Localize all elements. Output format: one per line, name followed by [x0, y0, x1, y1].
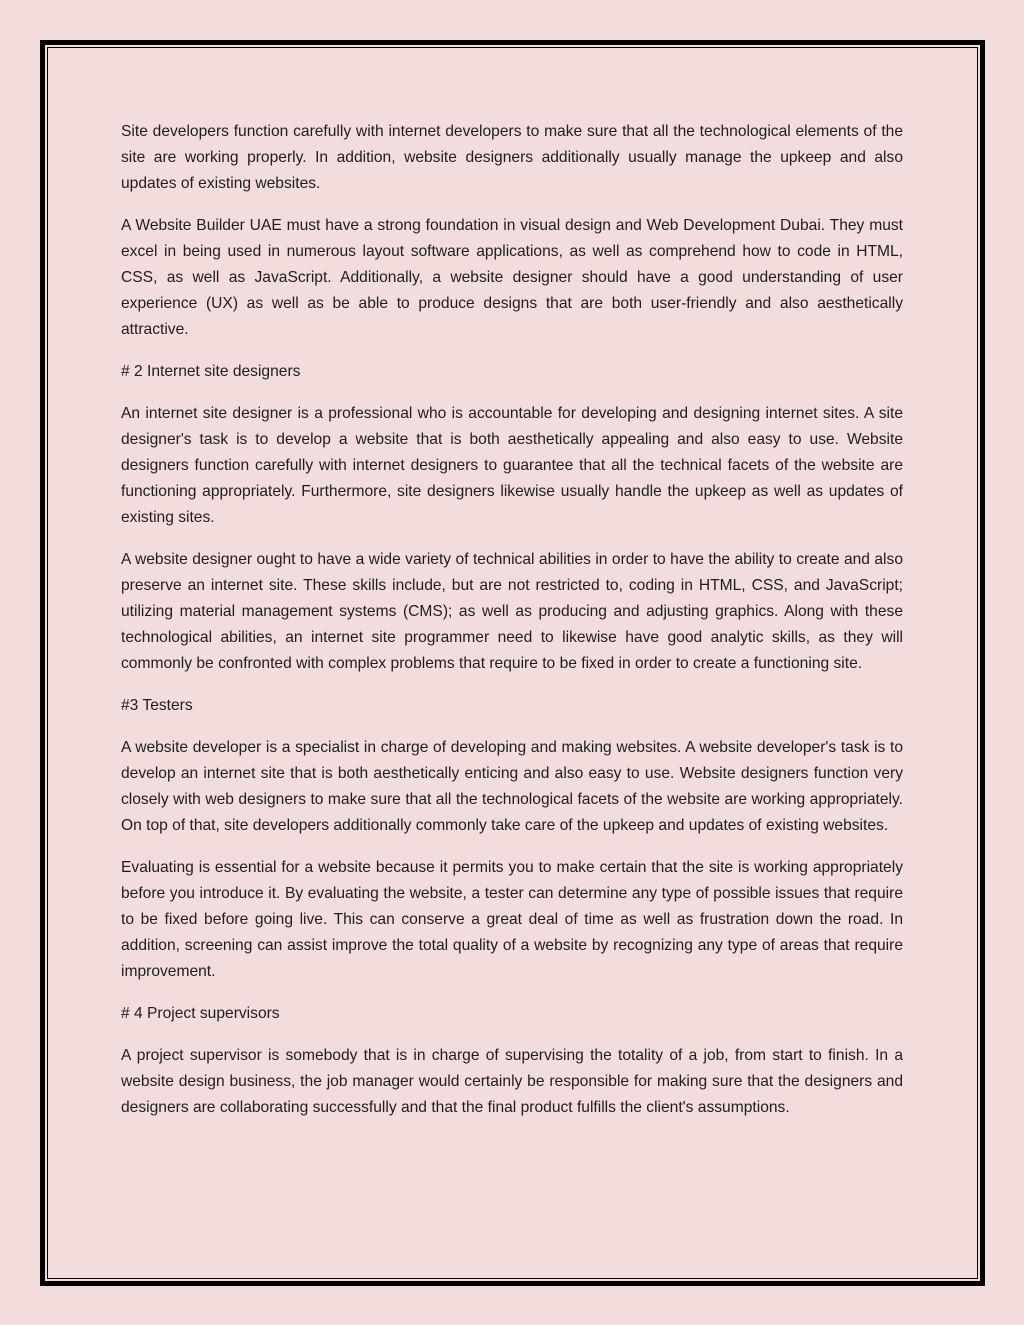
- paragraph-website-builder-uae: A Website Builder UAE must have a strong foundation in visual design and Web Development Dubai. They must excel in being used in numerous layout software applications, as well as comprehend how to code in HTML, CSS, as well as JavaScript. Additionally, a website designer should have a good understanding of user experience (UX) as well as be able to produce designs that are both user-friendly and also aesthetically attractive.: [121, 217, 903, 338]
- section-heading-testers: #3 Testers: [121, 697, 193, 714]
- paragraph-technical-abilities: A website designer ought to have a wide variety of technical abilities in order to have the ability to create and also preserve an internet site. These skills include, but are not restricted to, coding in HTML, CSS, and JavaScript; utilizing material management systems (CMS); as well as producing and adjusting graphics. Along with these technological abilities, an internet site programmer need to likewise have good analytic skills, as they will commonly be confronted with complex problems that require to be fixed in order to create a functioning site.: [121, 551, 903, 672]
- paragraph-evaluating: Evaluating is essential for a website because it permits you to make certain that the site is working appropriately before you introduce it. By evaluating the website, a tester can determine any type of possible issues that require to be fixed before going live. This can conserve a great deal of time as well as frustration down the road. In addition, screening can assist improve the total quality of a website by recognizing any type of areas that require improvement.: [121, 859, 903, 980]
- paragraph-internet-site-designer: An internet site designer is a professional who is accountable for developing and designing internet sites. A site designer's task is to develop a website that is both aesthetically appealing and also easy to use. Website designers function carefully with internet designers to guarantee that all the technical facets of the website are functioning appropriately. Furthermore, site designers likewise usually handle the upkeep as well as updates of existing sites.: [121, 405, 903, 526]
- document-body: [121, 119, 903, 1137]
- paragraph-project-supervisor: A project supervisor is somebody that is in charge of supervising the totality of a job, from start to finish. In a website design business, the job manager would certainly be responsible for making sure that the designers and designers are collaborating successfully and that the final product fulfills the client's assumptions.: [121, 1047, 903, 1116]
- paragraph-website-developer: A website developer is a specialist in charge of developing and making websites. A website developer's task is to develop an internet site that is both aesthetically enticing and also easy to use. Website designers function very closely with web designers to make sure that all the technological facets of the website are working appropriately. On top of that, site developers additionally commonly take care of the upkeep and updates of existing websites.: [121, 739, 903, 834]
- paragraph-site-developers: Site developers function carefully with internet developers to make sure that all the technological elements of the site are working properly. In addition, website designers additionally usually manage the upkeep and also updates of existing websites.: [121, 123, 903, 192]
- section-heading-project-supervisors: # 4 Project supervisors: [121, 1005, 280, 1022]
- section-heading-internet-site-designers: # 2 Internet site designers: [121, 363, 301, 380]
